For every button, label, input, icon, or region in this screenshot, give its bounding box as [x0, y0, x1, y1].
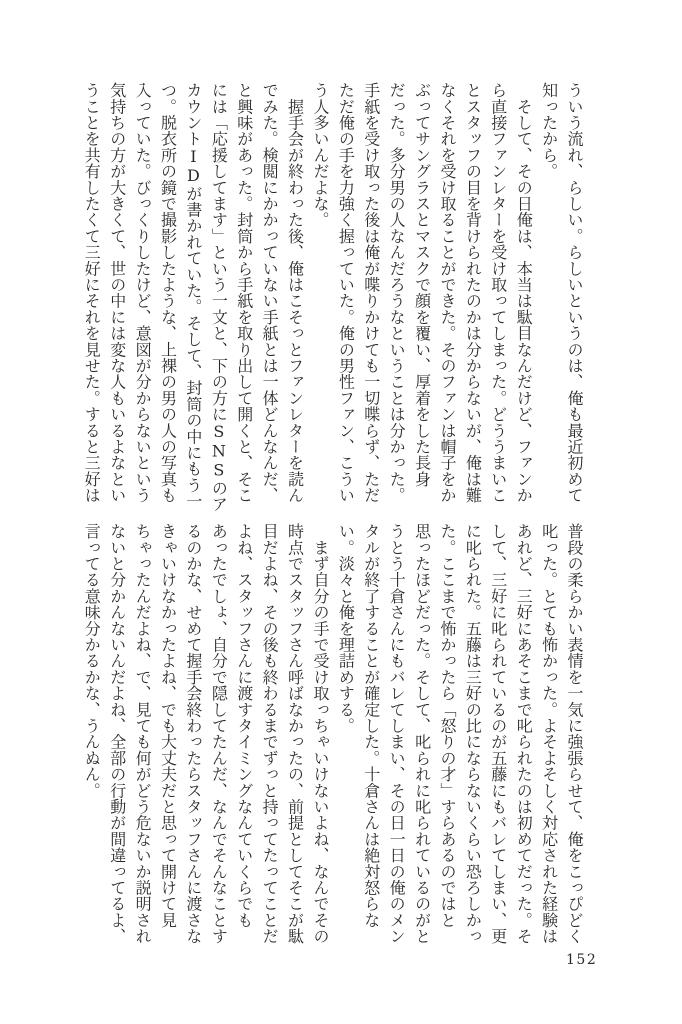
- text-line: ちゃったんだよね、で、見ても何がどう危ないか説明され: [133, 523, 153, 945]
- text-line: と興味があった。封筒から手紙を取り出して開くと、そこ: [234, 82, 254, 504]
- text-line: に叱られた。五藤は三好の比にならないくらい恐ろしかっ: [463, 523, 483, 945]
- text-line: ないと分かんないんだよね、全部の行動が間違ってるよ、: [107, 523, 127, 945]
- text-line: だった。多分男の人なんだろうなということは分かった。: [387, 82, 407, 504]
- text-line: た。ここまで怖かったら「怒りの才」すらあるのではと: [437, 523, 457, 928]
- text-line: そして、その日俺は、本当は駄目なんだけど、ファンか: [514, 82, 534, 504]
- text-line: あったでしょ、自分で隠してたんだ、なんでそんなことす: [209, 523, 229, 945]
- text-line: 時点でスタッフさん呼ばなかったの、前提としてそこが駄: [285, 523, 305, 945]
- text-line: う人多いんだよな。: [310, 82, 330, 228]
- text-line: ただ俺の手を力強く握っていた。俺の男性ファン、こうい: [336, 82, 356, 504]
- text-line: なくそれを受け取ることができた。そのファンは帽子をか: [437, 82, 457, 504]
- text-line: るのかな、せめて握手会終わったらスタッフさんに渡さな: [183, 523, 203, 945]
- text-line: 目だよね、その後も終わるまでずっと持ってたってことだ: [260, 523, 280, 945]
- text-line: 普段の柔らかい表情を一気に強張らせて、俺をこっぴどく: [565, 523, 584, 945]
- text-line: でみた。検閲にかかっていない手紙とは一体どんなんだ、: [260, 82, 280, 504]
- latin-run: SNS: [209, 422, 229, 480]
- text-line: カウントIDが書かれていた。そして、封筒の中にもう一: [183, 82, 203, 510]
- text-line: には「応援してます」という一文と、下の方にSNSのア: [209, 82, 229, 513]
- text-line: ぶってサングラスとマスクで顔を覆い、厚着をした長身: [412, 82, 432, 487]
- text-line: 入っていた。びっくりしたけど、意図が分からないという: [133, 82, 153, 504]
- text-line: まず自分の手で受け取っちゃいけないよね、なんでその: [310, 523, 330, 945]
- text-line: とスタッフの目を背けられたのかは分からないが、俺は難: [463, 82, 483, 504]
- text-line: 手紙を受け取った後は俺が喋りかけても一切喋らず、ただ: [361, 82, 381, 504]
- page-number: 152: [566, 952, 598, 968]
- latin-run: ID: [183, 146, 203, 186]
- text-line: よね、スタッフさんに渡すタイミングなんていくらでも: [234, 523, 254, 928]
- text-line: 知ったから。: [539, 82, 559, 180]
- text-line: 言ってる意味分かるかな、うんぬん。: [82, 523, 102, 799]
- text-line: 気持ちの方が大きくて、世の中には変な人もいるよなとい: [107, 82, 127, 504]
- text-line: きゃいけなかったよね、でも大丈夫だと思って開けて見: [158, 523, 178, 928]
- text-line: うことを共有したくて三好にそれを見せた。すると三好は: [82, 82, 102, 504]
- text-block-bottom: [77, 523, 587, 947]
- text-line: 思ったほどだった。そして、叱られに叱られているのがと: [412, 523, 432, 945]
- text-line: うとう十倉さんにもバレてしまい、その日一日の俺のメン: [387, 523, 407, 945]
- text-line: して、三好に叱られているのが五藤にもバレてしまい、更: [488, 523, 508, 945]
- text-line: 握手会が終わった後、俺はこそっとファンレターを読ん: [285, 82, 305, 504]
- text-line: タルが終了することが確定した。十倉さんは絶対怒らな: [361, 523, 381, 928]
- text-line: あれど、三好にあそこまで叱られたのは初めてだった。そ: [514, 523, 534, 945]
- text-line: ういう流れ、らしい。らしいというのは、俺も最近初めて: [565, 82, 584, 504]
- text-line: 叱った。とても怖かった。よそよそしく対応された経験は: [539, 523, 559, 945]
- text-line: つ。脱衣所の鏡で撮影したような、上裸の男の人の写真も: [158, 82, 178, 504]
- text-line: ら直接ファンレターを受け取ってしまった。どううまいこ: [488, 82, 508, 504]
- text-line: い。淡々と俺を理詰めする。: [336, 523, 356, 734]
- text-block-top: [77, 82, 587, 513]
